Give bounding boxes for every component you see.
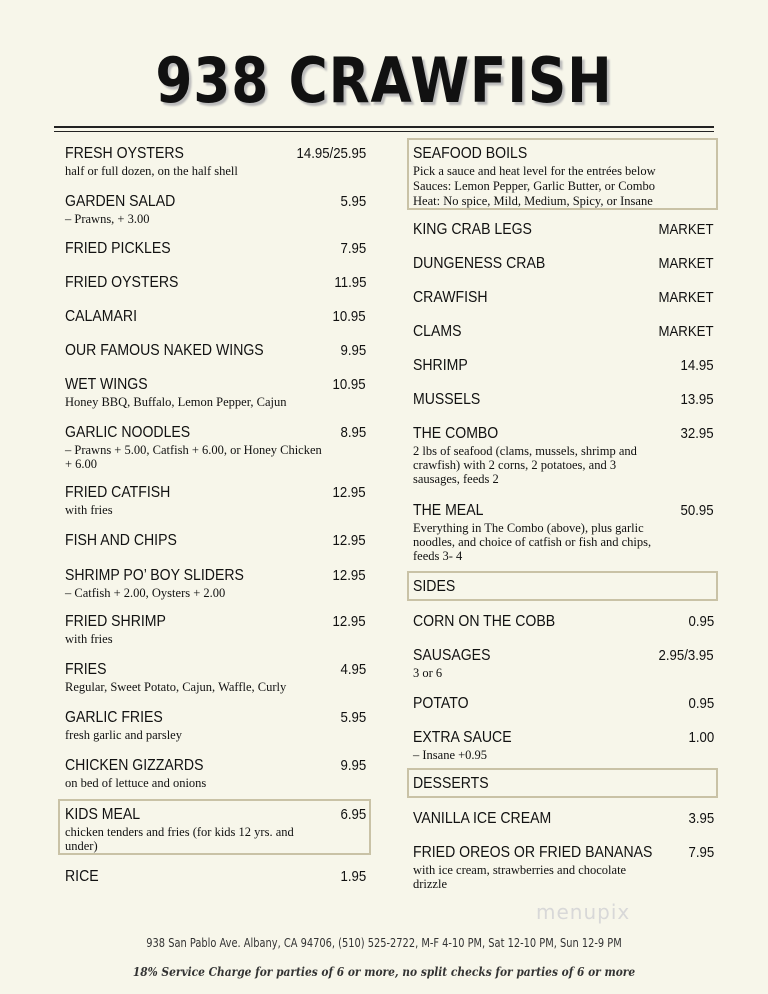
item-price: 12.95 [332,484,366,501]
item-name: SAUSAGES [413,647,491,664]
menu-item [65,342,366,360]
menu-item [65,240,366,258]
item-name: FRIED CATFISH [65,484,171,501]
watermark: menupix [536,900,631,924]
item-name: KING CRAB LEGS [413,221,532,238]
item-price: 12.95 [332,613,366,630]
boil-instructions: Pick a sauce and heat level for the entrées below [413,164,656,178]
menu-item [413,391,714,409]
menu-item [65,661,366,694]
item-name: DUNGENESS CRAB [413,255,546,272]
item-name: SHRIMP [413,357,468,374]
item-name: FISH AND CHIPS [65,532,177,549]
item-name: CHICKEN GIZZARDS [65,757,204,774]
item-name: FRIED OYSTERS [65,274,179,291]
item-name: CRAWFISH [413,289,488,306]
boil-heat-levels: Heat: No spice, Mild, Medium, Spicy, or Insane [413,194,653,208]
item-name: POTATO [413,695,469,712]
menu-item [413,844,714,891]
item-price: 9.95 [340,757,366,774]
menu-item [65,145,366,178]
item-price: 8.95 [340,424,366,441]
menu-item [65,806,366,853]
item-name: THE MEAL [413,502,484,519]
menu-item [413,502,714,563]
item-name: FRIES [65,661,107,678]
desserts-header [413,775,714,793]
section-heading: SEAFOOD BOILS [413,145,528,162]
item-price: 7.95 [688,844,714,861]
item-description: – Prawns, + 3.00 [65,212,150,226]
item-price: MARKET [658,289,714,306]
menu-item [413,255,714,273]
item-name: RICE [65,868,99,885]
item-price: 1.00 [688,729,714,746]
menu-item [413,729,714,762]
item-price: 14.95/25.95 [296,145,366,162]
item-description: chicken tenders and fries (for kids 12 yrs. and under) [65,825,294,853]
title-rule-top [54,126,714,128]
menu-item [65,613,366,646]
item-price: 5.95 [340,193,366,210]
footer-address: 938 San Pablo Ave. Albany, CA 94706, (510) 525-2722, M-F 4-10 PM, Sat 12-10 PM, Sun 12-9 PM [146,936,622,950]
item-price: 6.95 [340,806,366,823]
boil-sauces: Sauces: Lemon Pepper, Garlic Butter, or Combo [413,179,655,193]
item-price: 10.95 [332,308,366,325]
item-description: 3 or 6 [413,666,443,680]
item-name: GARDEN SALAD [65,193,176,210]
menu-item [65,308,366,326]
footer-service-note: 18% Service Charge for parties of 6 or more, no split checks for parties of 6 or more [132,964,636,979]
item-description: on bed of lettuce and onions [65,776,207,790]
item-price: 7.95 [340,240,366,257]
item-description: fresh garlic and parsley [65,728,182,742]
item-price: 50.95 [680,502,714,519]
menu-item [413,810,714,828]
item-price: 13.95 [680,391,714,408]
item-name: MUSSELS [413,391,481,408]
item-price: 32.95 [680,425,714,442]
menu-item [413,323,714,341]
item-description: Honey BBQ, Buffalo, Lemon Pepper, Cajun [65,395,287,409]
item-name: CALAMARI [65,308,137,325]
item-description: – Prawns + 5.00, Catfish + 6.00, or Honey Chicken + 6.00 [65,443,322,471]
item-price: 3.95 [688,810,714,827]
item-name: KIDS MEAL [65,806,141,823]
item-name: SHRIMP PO’ BOY SLIDERS [65,567,244,584]
menu-item [413,613,714,631]
menu-item [65,757,366,790]
item-description: half or full dozen, on the half shell [65,164,238,178]
item-description: with fries [65,503,113,517]
item-price: 11.95 [333,274,366,291]
menu-item [413,357,714,375]
item-name: GARLIC FRIES [65,709,163,726]
item-price: 0.95 [688,613,714,630]
item-name: GARLIC NOODLES [65,424,191,441]
item-price: 0.95 [688,695,714,712]
item-price: MARKET [658,255,714,272]
section-heading: SIDES [413,578,456,595]
item-description: with fries [65,632,113,646]
menu-item [65,868,366,886]
item-name: FRIED SHRIMP [65,613,166,630]
item-name: WET WINGS [65,376,148,393]
menu-item [65,567,366,600]
item-description: Everything in The Combo (above), plus garlic noodles, and choice of catfish or fish and chips, feeds 3- 4 [413,521,652,563]
menu-item [413,221,714,239]
menu-item [65,532,366,550]
item-price: 4.95 [340,661,366,678]
item-name: FRIED OREOS OR FRIED BANANAS [413,844,653,861]
item-price: MARKET [658,221,714,238]
item-name: CLAMS [413,323,462,340]
menu-item [65,274,366,292]
item-description: with ice cream, strawberries and chocolate drizzle [413,863,627,891]
item-price: 12.95 [332,532,366,549]
item-description: Regular, Sweet Potato, Cajun, Waffle, Curly [65,680,287,694]
item-price: 5.95 [340,709,366,726]
item-price: 14.95 [680,357,714,374]
item-price: 2.95/3.95 [658,647,714,664]
title-rule-bottom [54,131,714,132]
item-name: FRIED PICKLES [65,240,171,257]
item-price: 10.95 [332,376,366,393]
menu-item [413,289,714,307]
item-name: OUR FAMOUS NAKED WINGS [65,342,264,359]
section-heading: DESSERTS [413,775,489,792]
item-price: 12.95 [332,567,366,584]
item-description: – Catfish + 2.00, Oysters + 2.00 [65,586,226,600]
sides-header [413,578,714,596]
item-price: MARKET [658,323,714,340]
item-name: FRESH OYSTERS [65,145,184,162]
seafood-boils-header [413,145,715,208]
item-name: CORN ON THE COBB [413,613,556,630]
item-price: 9.95 [340,342,366,359]
menu-item [65,709,366,742]
menu-item [65,193,366,226]
menu-item [65,424,366,471]
menu-item [413,647,714,680]
item-name: VANILLA ICE CREAM [413,810,552,827]
restaurant-title: 938 CRAWFISH [155,44,613,117]
item-price: 1.95 [340,868,366,885]
item-name: EXTRA SAUCE [413,729,512,746]
item-name: THE COMBO [413,425,499,442]
menu-item [413,695,714,713]
menu-item [413,425,714,486]
menu-item [65,484,366,517]
item-description: 2 lbs of seafood (clams, mussels, shrimp and crawfish) with 2 corns, 2 potatoes, and 3 sausages, feeds 2 [413,444,637,486]
item-description: – Insane +0.95 [413,748,488,762]
menu-item [65,376,366,409]
